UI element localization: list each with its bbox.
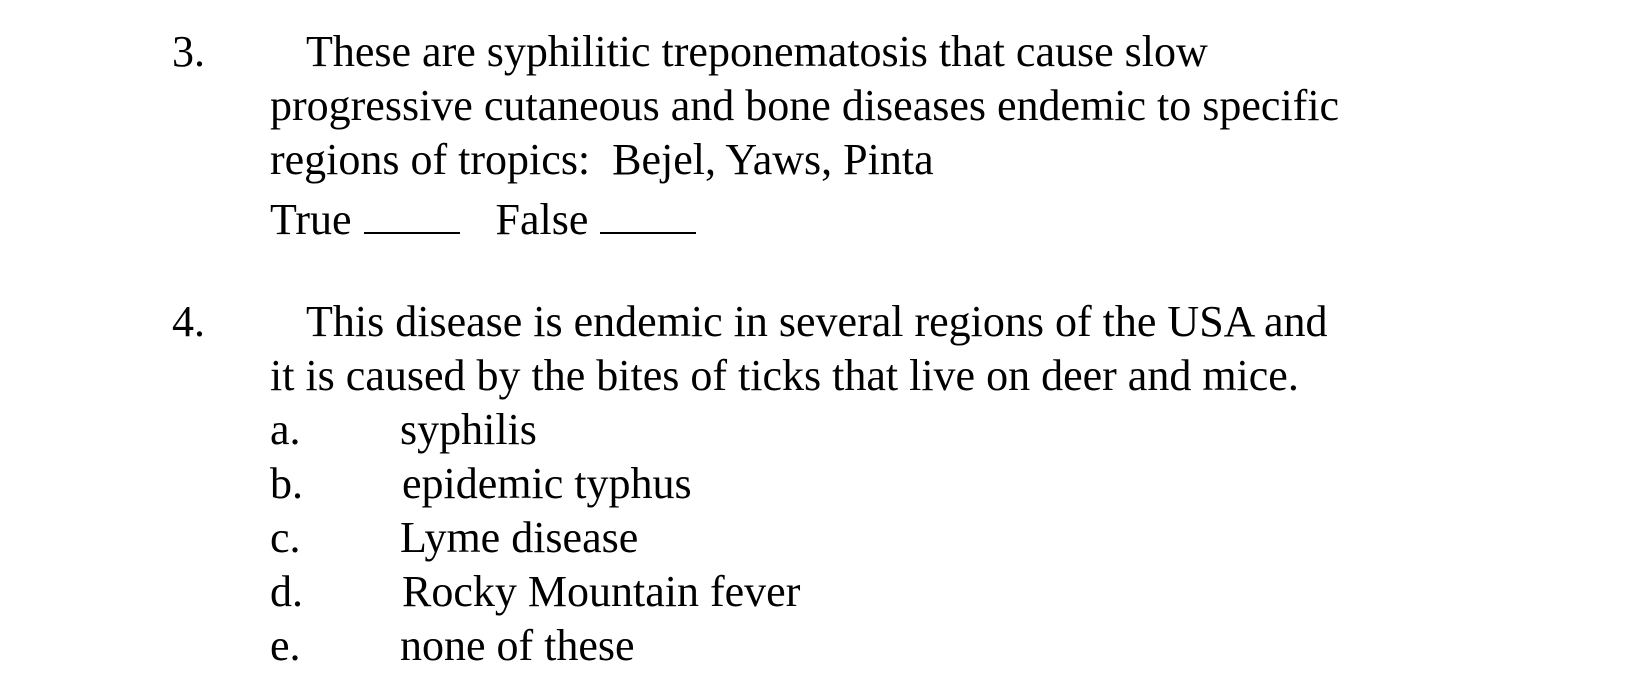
false-answer-blank[interactable] [600,192,696,234]
question-text-line: progressive cutaneous and bone diseases endemic to specific [270,81,1340,130]
true-false-row [270,192,696,242]
true-label: True [270,195,352,244]
option-letter: d. [270,567,303,616]
true-answer-blank[interactable] [364,192,460,234]
option-text: none of these [400,621,635,670]
option-text: syphilis [400,405,537,454]
option-letter: b. [270,459,303,508]
option-letter: c. [270,513,301,562]
question-text-line: it is caused by the bites of ticks that live on deer and mice. [270,351,1299,400]
question-number: 4. [172,297,205,346]
question-number: 3. [172,27,205,76]
question-text-line: This disease is endemic in several regions of the USA and [306,297,1328,346]
option-text: Lyme disease [400,513,639,562]
option-letter: a. [270,405,301,454]
false-label: False [495,195,589,244]
option-text: epidemic typhus [402,459,692,508]
option-letter: e. [270,621,301,670]
option-text: Rocky Mountain fever [402,567,801,616]
question-text-line: regions of tropics: Bejel, Yaws, Pinta [270,135,934,184]
question-text-line: These are syphilitic treponematosis that cause slow [306,27,1208,76]
